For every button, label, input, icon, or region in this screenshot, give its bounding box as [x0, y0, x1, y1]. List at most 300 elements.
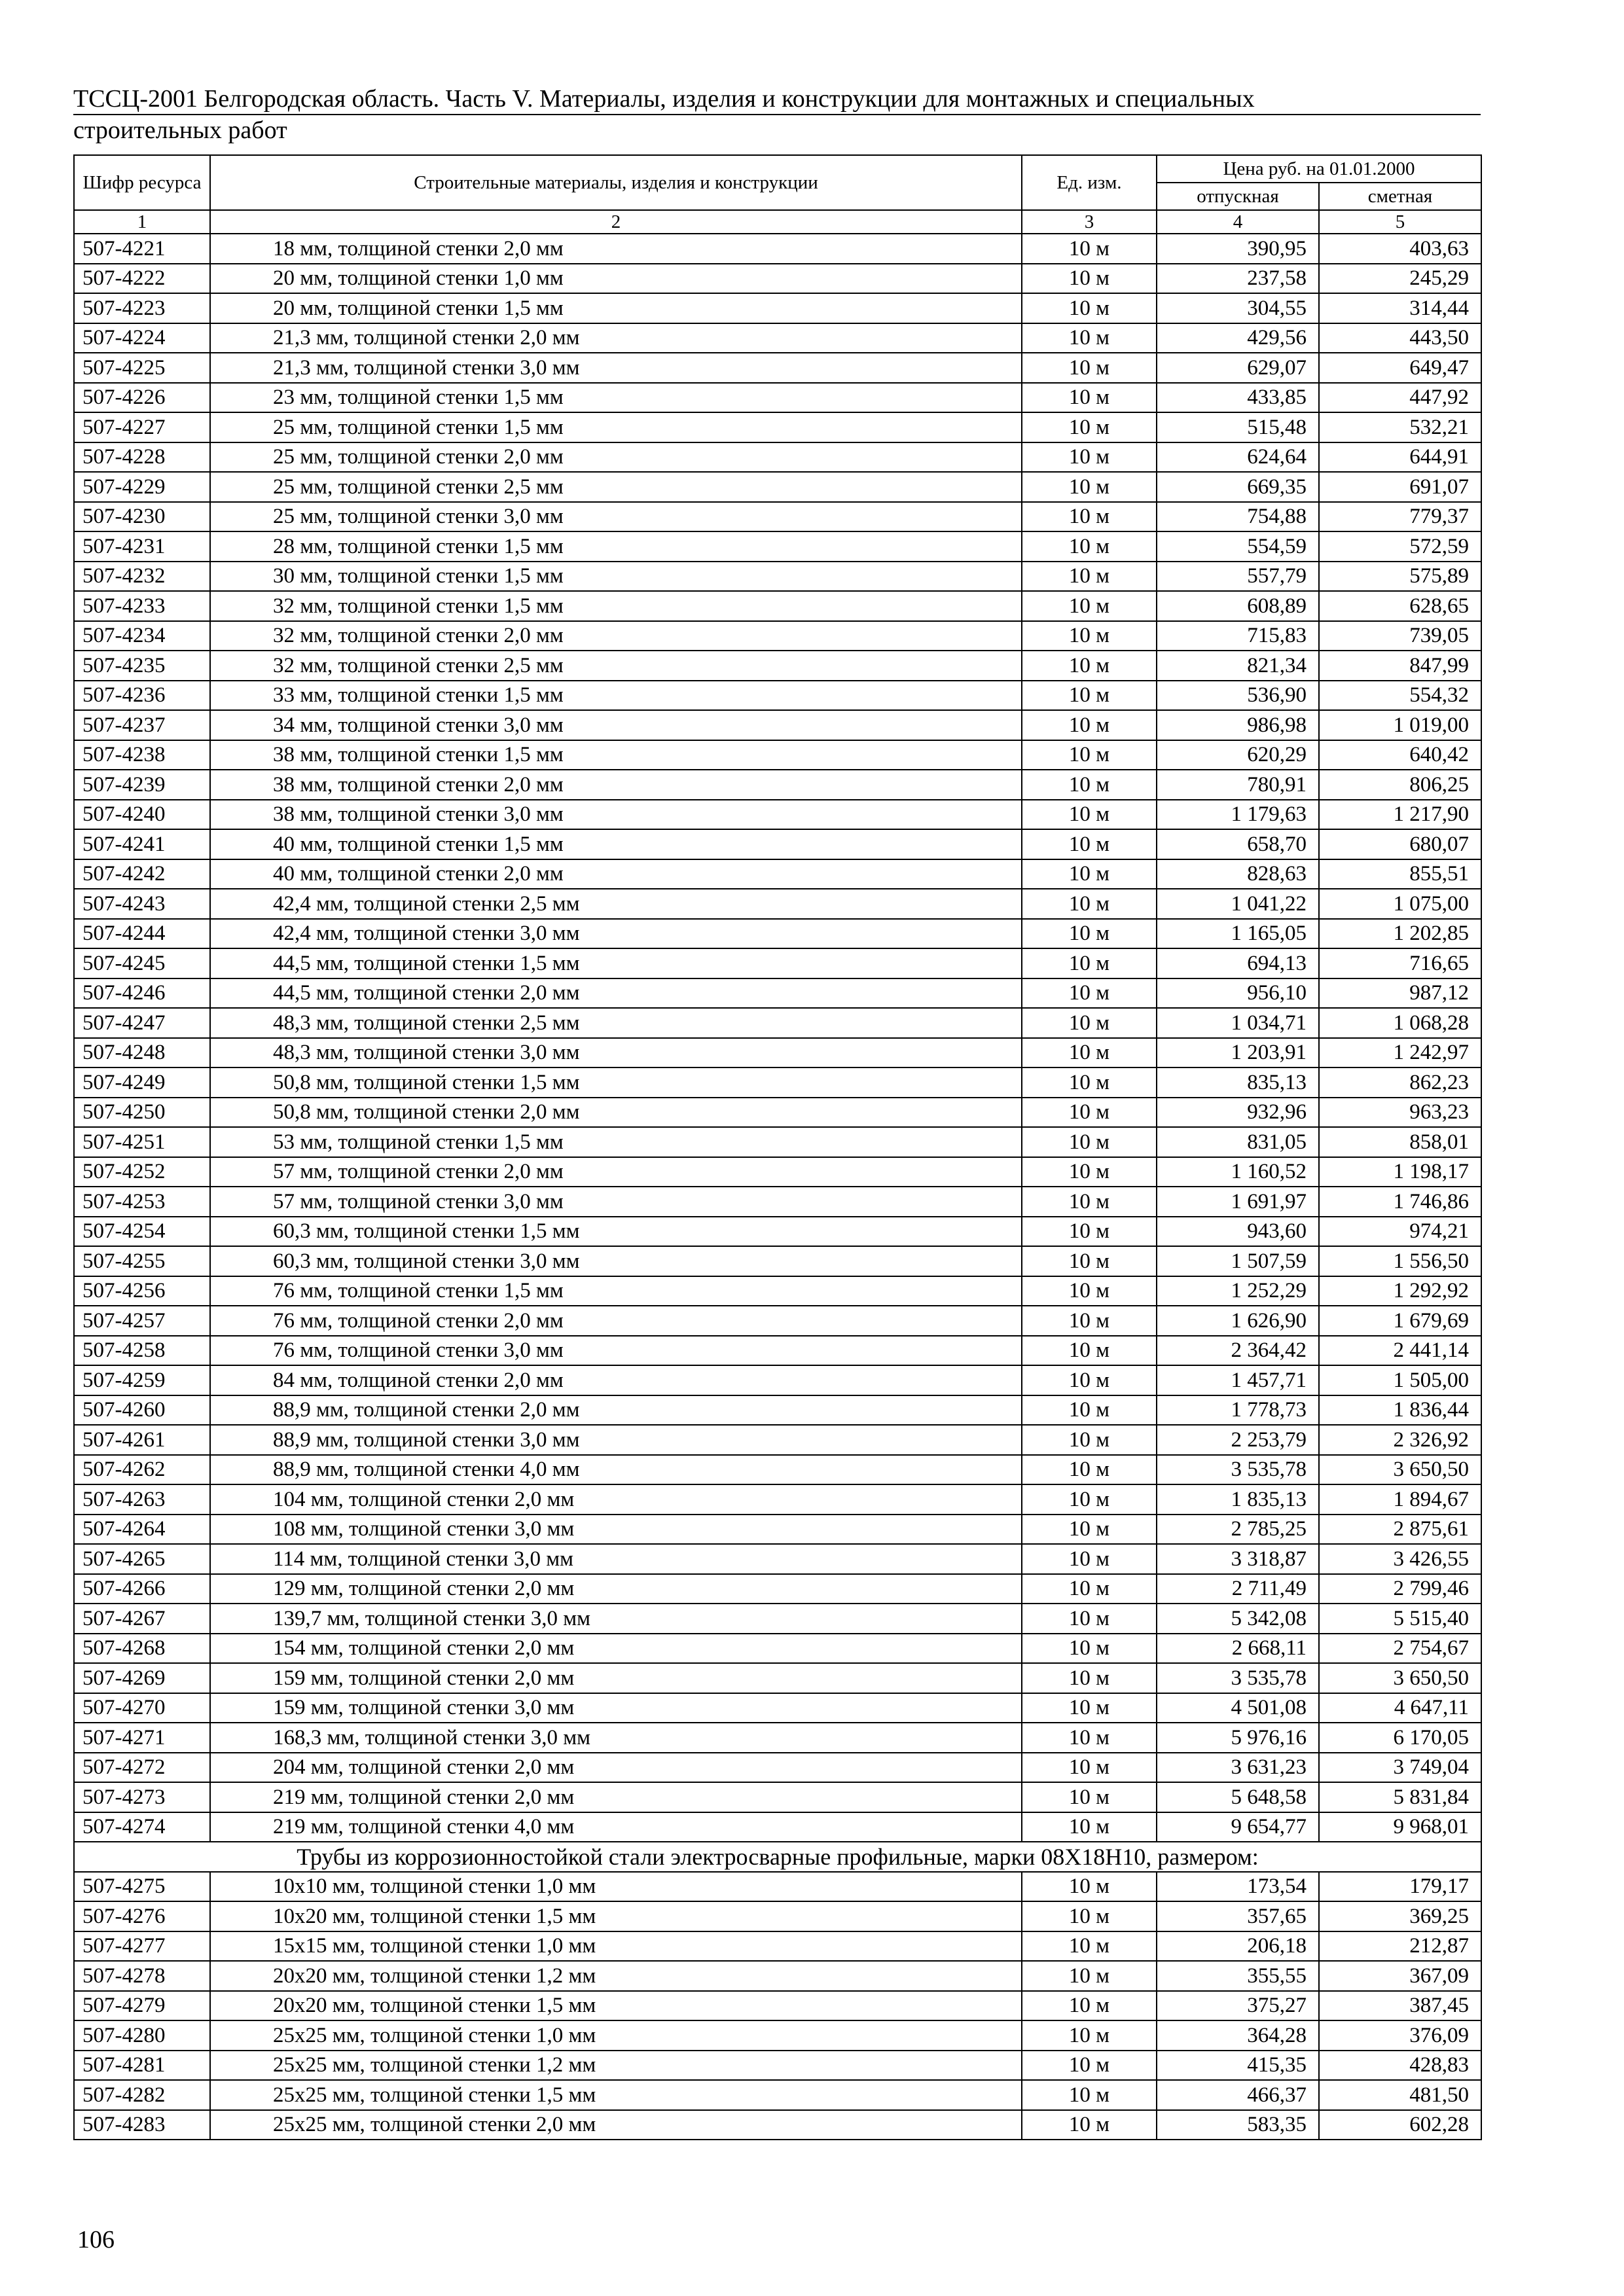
unit-of-measure: 10 м — [1022, 1931, 1157, 1962]
table-row — [74, 978, 1481, 1009]
unit-of-measure: 10 м — [1022, 651, 1157, 681]
resource-code: 507-4253 — [74, 1187, 210, 1217]
estimate-price: 1 679,69 — [1319, 1306, 1481, 1336]
table-body-part1 — [74, 234, 1481, 1842]
estimate-price: 779,37 — [1319, 502, 1481, 532]
resource-code: 507-4270 — [74, 1693, 210, 1723]
unit-of-measure: 10 м — [1022, 681, 1157, 711]
material-name: 20х20 мм, толщиной стенки 1,2 мм — [210, 1961, 1022, 1991]
estimate-price: 3 749,04 — [1319, 1753, 1481, 1783]
resource-code: 507-4263 — [74, 1484, 210, 1515]
resource-code: 507-4240 — [74, 800, 210, 830]
material-name: 88,9 мм, толщиной стенки 3,0 мм — [210, 1425, 1022, 1455]
table-row — [74, 531, 1481, 562]
release-price: 694,13 — [1157, 948, 1319, 978]
unit-of-measure: 10 м — [1022, 1901, 1157, 1931]
unit-of-measure: 10 м — [1022, 1782, 1157, 1812]
resource-code: 507-4248 — [74, 1038, 210, 1068]
unit-of-measure: 10 м — [1022, 323, 1157, 353]
material-name: 10х10 мм, толщиной стенки 1,0 мм — [210, 1872, 1022, 1902]
material-name: 139,7 мм, толщиной стенки 3,0 мм — [210, 1604, 1022, 1634]
estimate-price: 367,09 — [1319, 1961, 1481, 1991]
resource-code: 507-4226 — [74, 383, 210, 413]
estimate-price: 1 068,28 — [1319, 1008, 1481, 1038]
release-price: 3 318,87 — [1157, 1544, 1319, 1574]
release-price: 956,10 — [1157, 978, 1319, 1009]
unit-of-measure: 10 м — [1022, 1753, 1157, 1783]
unit-of-measure: 10 м — [1022, 353, 1157, 383]
resource-code: 507-4237 — [74, 710, 210, 740]
material-name: 32 мм, толщиной стенки 1,5 мм — [210, 591, 1022, 621]
material-name: 48,3 мм, толщиной стенки 2,5 мм — [210, 1008, 1022, 1038]
table-row — [74, 1217, 1481, 1247]
estimate-price: 1 292,92 — [1319, 1276, 1481, 1306]
material-name: 50,8 мм, толщиной стенки 2,0 мм — [210, 1098, 1022, 1128]
release-price: 429,56 — [1157, 323, 1319, 353]
release-price: 943,60 — [1157, 1217, 1319, 1247]
resource-code: 507-4223 — [74, 293, 210, 323]
release-price: 3 535,78 — [1157, 1663, 1319, 1693]
table-row — [74, 1246, 1481, 1276]
unit-of-measure: 10 м — [1022, 1336, 1157, 1366]
table-row — [74, 293, 1481, 323]
estimate-price: 387,45 — [1319, 1991, 1481, 2021]
table-row — [74, 1365, 1481, 1395]
unit-of-measure: 10 м — [1022, 412, 1157, 442]
table-row — [74, 1782, 1481, 1812]
material-name: 57 мм, толщиной стенки 2,0 мм — [210, 1157, 1022, 1187]
release-price: 1 203,91 — [1157, 1038, 1319, 1068]
unit-of-measure: 10 м — [1022, 1395, 1157, 1426]
estimate-price: 862,23 — [1319, 1067, 1481, 1098]
resource-code: 507-4254 — [74, 1217, 210, 1247]
release-price: 1 626,90 — [1157, 1306, 1319, 1336]
table-row — [74, 1515, 1481, 1545]
release-price: 415,35 — [1157, 2051, 1319, 2081]
header-estimate-price: сметная — [1319, 183, 1481, 210]
material-name: 23 мм, толщиной стенки 1,5 мм — [210, 383, 1022, 413]
estimate-price: 739,05 — [1319, 621, 1481, 651]
estimate-price: 640,42 — [1319, 740, 1481, 770]
table-row — [74, 1693, 1481, 1723]
resource-code: 507-4225 — [74, 353, 210, 383]
release-price: 375,27 — [1157, 1991, 1319, 2021]
table-row — [74, 234, 1481, 264]
release-price: 780,91 — [1157, 770, 1319, 800]
release-price: 1 252,29 — [1157, 1276, 1319, 1306]
unit-of-measure: 10 м — [1022, 1306, 1157, 1336]
estimate-price: 680,07 — [1319, 829, 1481, 859]
estimate-price: 1 894,67 — [1319, 1484, 1481, 1515]
unit-of-measure: 10 м — [1022, 2080, 1157, 2110]
estimate-price: 1 202,85 — [1319, 919, 1481, 949]
material-name: 159 мм, толщиной стенки 2,0 мм — [210, 1663, 1022, 1693]
resource-code: 507-4243 — [74, 889, 210, 919]
resource-code: 507-4265 — [74, 1544, 210, 1574]
unit-of-measure: 10 м — [1022, 1812, 1157, 1842]
resource-code: 507-4235 — [74, 651, 210, 681]
resource-code: 507-4245 — [74, 948, 210, 978]
table-row — [74, 1931, 1481, 1962]
estimate-price: 1 019,00 — [1319, 710, 1481, 740]
estimate-price: 443,50 — [1319, 323, 1481, 353]
release-price: 364,28 — [1157, 2020, 1319, 2051]
resource-code: 507-4238 — [74, 740, 210, 770]
material-name: 25х25 мм, толщиной стенки 1,5 мм — [210, 2080, 1022, 2110]
release-price: 9 654,77 — [1157, 1812, 1319, 1842]
estimate-price: 428,83 — [1319, 2051, 1481, 2081]
estimate-price: 806,25 — [1319, 770, 1481, 800]
material-name: 60,3 мм, толщиной стенки 1,5 мм — [210, 1217, 1022, 1247]
unit-of-measure: 10 м — [1022, 2051, 1157, 2081]
material-name: 18 мм, толщиной стенки 2,0 мм — [210, 234, 1022, 264]
estimate-price: 212,87 — [1319, 1931, 1481, 1962]
table-row — [74, 1098, 1481, 1128]
resource-code: 507-4222 — [74, 264, 210, 294]
estimate-price: 369,25 — [1319, 1901, 1481, 1931]
unit-of-measure: 10 м — [1022, 502, 1157, 532]
release-price: 557,79 — [1157, 562, 1319, 592]
material-name: 42,4 мм, толщиной стенки 3,0 мм — [210, 919, 1022, 949]
table-row — [74, 1872, 1481, 1902]
material-name: 44,5 мм, толщиной стенки 2,0 мм — [210, 978, 1022, 1009]
release-price: 1 160,52 — [1157, 1157, 1319, 1187]
resource-code: 507-4227 — [74, 412, 210, 442]
resource-code: 507-4256 — [74, 1276, 210, 1306]
estimate-price: 1 556,50 — [1319, 1246, 1481, 1276]
release-price: 1 778,73 — [1157, 1395, 1319, 1426]
unit-of-measure: 10 м — [1022, 1723, 1157, 1753]
release-price: 536,90 — [1157, 681, 1319, 711]
material-name: 21,3 мм, толщиной стенки 2,0 мм — [210, 323, 1022, 353]
resource-code: 507-4221 — [74, 234, 210, 264]
resource-code: 507-4259 — [74, 1365, 210, 1395]
unit-of-measure: 10 м — [1022, 1008, 1157, 1038]
unit-of-measure: 10 м — [1022, 1038, 1157, 1068]
material-name: 20х20 мм, толщиной стенки 1,5 мм — [210, 1991, 1022, 2021]
release-price: 515,48 — [1157, 412, 1319, 442]
resource-code: 507-4280 — [74, 2020, 210, 2051]
unit-of-measure: 10 м — [1022, 1872, 1157, 1902]
resource-code: 507-4255 — [74, 1246, 210, 1276]
material-name: 76 мм, толщиной стенки 2,0 мм — [210, 1306, 1022, 1336]
material-name: 33 мм, толщиной стенки 1,5 мм — [210, 681, 1022, 711]
table-row — [74, 1127, 1481, 1157]
release-price: 1 034,71 — [1157, 1008, 1319, 1038]
estimate-price: 5 515,40 — [1319, 1604, 1481, 1634]
material-name: 25 мм, толщиной стенки 2,0 мм — [210, 442, 1022, 473]
material-name: 108 мм, толщиной стенки 3,0 мм — [210, 1515, 1022, 1545]
unit-of-measure: 10 м — [1022, 710, 1157, 740]
table-row — [74, 1038, 1481, 1068]
unit-of-measure: 10 м — [1022, 264, 1157, 294]
table-row — [74, 472, 1481, 502]
estimate-price: 2 754,67 — [1319, 1634, 1481, 1664]
estimate-price: 1 746,86 — [1319, 1187, 1481, 1217]
unit-of-measure: 10 м — [1022, 293, 1157, 323]
release-price: 986,98 — [1157, 710, 1319, 740]
estimate-price: 716,65 — [1319, 948, 1481, 978]
material-name: 15х15 мм, толщиной стенки 1,0 мм — [210, 1931, 1022, 1962]
resource-code: 507-4268 — [74, 1634, 210, 1664]
material-name: 40 мм, толщиной стенки 2,0 мм — [210, 859, 1022, 889]
resource-code: 507-4252 — [74, 1157, 210, 1187]
resource-code: 507-4271 — [74, 1723, 210, 1753]
resource-code: 507-4257 — [74, 1306, 210, 1336]
material-name: 76 мм, толщиной стенки 1,5 мм — [210, 1276, 1022, 1306]
unit-of-measure: 10 м — [1022, 859, 1157, 889]
resource-code: 507-4247 — [74, 1008, 210, 1038]
resource-code: 507-4251 — [74, 1127, 210, 1157]
unit-of-measure: 10 м — [1022, 1991, 1157, 2021]
material-name: 25х25 мм, толщиной стенки 2,0 мм — [210, 2110, 1022, 2140]
table-row — [74, 1425, 1481, 1455]
release-price: 390,95 — [1157, 234, 1319, 264]
resource-code: 507-4275 — [74, 1872, 210, 1902]
estimate-price: 5 831,84 — [1319, 1782, 1481, 1812]
table-row — [74, 889, 1481, 919]
column-number: 2 — [210, 210, 1022, 234]
release-price: 357,65 — [1157, 1901, 1319, 1931]
table-row — [74, 829, 1481, 859]
resource-code: 507-4266 — [74, 1574, 210, 1604]
material-name: 76 мм, толщиной стенки 3,0 мм — [210, 1336, 1022, 1366]
estimate-price: 1 242,97 — [1319, 1038, 1481, 1068]
material-name: 25 мм, толщиной стенки 2,5 мм — [210, 472, 1022, 502]
header-name: Строительные материалы, изделия и конструкции — [210, 155, 1022, 210]
table-row — [74, 1544, 1481, 1574]
estimate-price: 3 650,50 — [1319, 1455, 1481, 1485]
release-price: 206,18 — [1157, 1931, 1319, 1962]
material-name: 154 мм, толщиной стенки 2,0 мм — [210, 1634, 1022, 1664]
table-row — [74, 621, 1481, 651]
unit-of-measure: 10 м — [1022, 531, 1157, 562]
estimate-price: 644,91 — [1319, 442, 1481, 473]
unit-of-measure: 10 м — [1022, 770, 1157, 800]
material-name: 129 мм, толщиной стенки 2,0 мм — [210, 1574, 1022, 1604]
unit-of-measure: 10 м — [1022, 1098, 1157, 1128]
unit-of-measure: 10 м — [1022, 1544, 1157, 1574]
release-price: 715,83 — [1157, 621, 1319, 651]
table-row — [74, 1008, 1481, 1038]
table-row — [74, 1276, 1481, 1306]
table-row — [74, 383, 1481, 413]
resource-code: 507-4228 — [74, 442, 210, 473]
unit-of-measure: 10 м — [1022, 829, 1157, 859]
resource-code: 507-4232 — [74, 562, 210, 592]
table-row — [74, 591, 1481, 621]
release-price: 629,07 — [1157, 353, 1319, 383]
estimate-price: 858,01 — [1319, 1127, 1481, 1157]
unit-of-measure: 10 м — [1022, 1634, 1157, 1664]
header-unit: Ед. изм. — [1022, 155, 1157, 210]
column-number: 3 — [1022, 210, 1157, 234]
resource-code: 507-4249 — [74, 1067, 210, 1098]
resource-code: 507-4267 — [74, 1604, 210, 1634]
table-row — [74, 919, 1481, 949]
material-name: 25х25 мм, толщиной стенки 1,0 мм — [210, 2020, 1022, 2051]
release-price: 624,64 — [1157, 442, 1319, 473]
resource-code: 507-4282 — [74, 2080, 210, 2110]
release-price: 5 976,16 — [1157, 1723, 1319, 1753]
resource-code: 507-4283 — [74, 2110, 210, 2140]
release-price: 932,96 — [1157, 1098, 1319, 1128]
unit-of-measure: 10 м — [1022, 2110, 1157, 2140]
table-row — [74, 651, 1481, 681]
release-price: 355,55 — [1157, 1961, 1319, 1991]
table-row — [74, 1455, 1481, 1485]
resource-code: 507-4272 — [74, 1753, 210, 1783]
estimate-price: 855,51 — [1319, 859, 1481, 889]
estimate-price: 376,09 — [1319, 2020, 1481, 2051]
estimate-price: 572,59 — [1319, 531, 1481, 562]
estimate-price: 847,99 — [1319, 651, 1481, 681]
estimate-price: 2 875,61 — [1319, 1515, 1481, 1545]
release-price: 835,13 — [1157, 1067, 1319, 1098]
release-price: 831,05 — [1157, 1127, 1319, 1157]
estimate-price: 4 647,11 — [1319, 1693, 1481, 1723]
unit-of-measure: 10 м — [1022, 1157, 1157, 1187]
unit-of-measure: 10 м — [1022, 1515, 1157, 1545]
estimate-price: 628,65 — [1319, 591, 1481, 621]
table-row — [74, 353, 1481, 383]
unit-of-measure: 10 м — [1022, 1187, 1157, 1217]
unit-of-measure: 10 м — [1022, 1217, 1157, 1247]
material-name: 88,9 мм, толщиной стенки 4,0 мм — [210, 1455, 1022, 1485]
release-price: 5 342,08 — [1157, 1604, 1319, 1634]
estimate-price: 6 170,05 — [1319, 1723, 1481, 1753]
release-price: 2 668,11 — [1157, 1634, 1319, 1664]
unit-of-measure: 10 м — [1022, 1276, 1157, 1306]
material-name: 40 мм, толщиной стенки 1,5 мм — [210, 829, 1022, 859]
estimate-price: 447,92 — [1319, 383, 1481, 413]
material-name: 28 мм, толщиной стенки 1,5 мм — [210, 531, 1022, 562]
resource-code: 507-4278 — [74, 1961, 210, 1991]
material-name: 84 мм, толщиной стенки 2,0 мм — [210, 1365, 1022, 1395]
release-price: 3 535,78 — [1157, 1455, 1319, 1485]
release-price: 433,85 — [1157, 383, 1319, 413]
table-row — [74, 1812, 1481, 1842]
resource-code: 507-4239 — [74, 770, 210, 800]
resource-code: 507-4260 — [74, 1395, 210, 1426]
table-row — [74, 2020, 1481, 2051]
unit-of-measure: 10 м — [1022, 1425, 1157, 1455]
material-name: 10х20 мм, толщиной стенки 1,5 мм — [210, 1901, 1022, 1931]
table-row — [74, 1395, 1481, 1426]
unit-of-measure: 10 м — [1022, 948, 1157, 978]
unit-of-measure: 10 м — [1022, 889, 1157, 919]
release-price: 1 457,71 — [1157, 1365, 1319, 1395]
resource-code: 507-4236 — [74, 681, 210, 711]
resource-code: 507-4242 — [74, 859, 210, 889]
material-name: 21,3 мм, толщиной стенки 3,0 мм — [210, 353, 1022, 383]
estimate-price: 314,44 — [1319, 293, 1481, 323]
material-name: 38 мм, толщиной стенки 1,5 мм — [210, 740, 1022, 770]
column-number: 4 — [1157, 210, 1319, 234]
table-row — [74, 1067, 1481, 1098]
unit-of-measure: 10 м — [1022, 1455, 1157, 1485]
material-name: 34 мм, толщиной стенки 3,0 мм — [210, 710, 1022, 740]
header-title-line1: ТССЦ-2001 Белгородская область. Часть V. Материалы, изделия и конструкции для монтажных и специальных — [73, 84, 1481, 115]
material-name: 44,5 мм, толщиной стенки 1,5 мм — [210, 948, 1022, 978]
column-number: 1 — [74, 210, 210, 234]
table-row — [74, 681, 1481, 711]
table-row — [74, 1306, 1481, 1336]
release-price: 1 165,05 — [1157, 919, 1319, 949]
unit-of-measure: 10 м — [1022, 1127, 1157, 1157]
table-row — [74, 859, 1481, 889]
table-row — [74, 1604, 1481, 1634]
column-number: 5 — [1319, 210, 1481, 234]
resource-code: 507-4277 — [74, 1931, 210, 1962]
release-price: 1 041,22 — [1157, 889, 1319, 919]
unit-of-measure: 10 м — [1022, 1693, 1157, 1723]
material-name: 32 мм, толщиной стенки 2,0 мм — [210, 621, 1022, 651]
unit-of-measure: 10 м — [1022, 1484, 1157, 1515]
release-price: 669,35 — [1157, 472, 1319, 502]
material-name: 204 мм, толщиной стенки 2,0 мм — [210, 1753, 1022, 1783]
material-name: 114 мм, толщиной стенки 3,0 мм — [210, 1544, 1022, 1574]
release-price: 173,54 — [1157, 1872, 1319, 1902]
table-row — [74, 562, 1481, 592]
unit-of-measure: 10 м — [1022, 234, 1157, 264]
material-name: 50,8 мм, толщиной стенки 1,5 мм — [210, 1067, 1022, 1098]
estimate-price: 481,50 — [1319, 2080, 1481, 2110]
estimate-price: 3 650,50 — [1319, 1663, 1481, 1693]
table-row — [74, 502, 1481, 532]
material-name: 159 мм, толщиной стенки 3,0 мм — [210, 1693, 1022, 1723]
material-name: 219 мм, толщиной стенки 2,0 мм — [210, 1782, 1022, 1812]
release-price: 1 691,97 — [1157, 1187, 1319, 1217]
release-price: 237,58 — [1157, 264, 1319, 294]
resource-code: 507-4273 — [74, 1782, 210, 1812]
estimate-price: 1 198,17 — [1319, 1157, 1481, 1187]
resource-code: 507-4241 — [74, 829, 210, 859]
table-row — [74, 1901, 1481, 1931]
material-name: 57 мм, толщиной стенки 3,0 мм — [210, 1187, 1022, 1217]
material-name: 42,4 мм, толщиной стенки 2,5 мм — [210, 889, 1022, 919]
material-name: 219 мм, толщиной стенки 4,0 мм — [210, 1812, 1022, 1842]
unit-of-measure: 10 м — [1022, 562, 1157, 592]
estimate-price: 649,47 — [1319, 353, 1481, 383]
table-row — [74, 740, 1481, 770]
table-row — [74, 1157, 1481, 1187]
table-body-part2 — [74, 1872, 1481, 2140]
estimate-price: 2 799,46 — [1319, 1574, 1481, 1604]
release-price: 620,29 — [1157, 740, 1319, 770]
table-row — [74, 1961, 1481, 1991]
estimate-price: 2 326,92 — [1319, 1425, 1481, 1455]
price-table — [73, 154, 1482, 2140]
table-row — [74, 264, 1481, 294]
unit-of-measure: 10 м — [1022, 1574, 1157, 1604]
release-price: 1 507,59 — [1157, 1246, 1319, 1276]
page-number: 106 — [77, 2226, 115, 2253]
release-price: 754,88 — [1157, 502, 1319, 532]
unit-of-measure: 10 м — [1022, 1067, 1157, 1098]
resource-code: 507-4229 — [74, 472, 210, 502]
unit-of-measure: 10 м — [1022, 472, 1157, 502]
unit-of-measure: 10 м — [1022, 383, 1157, 413]
unit-of-measure: 10 м — [1022, 591, 1157, 621]
unit-of-measure: 10 м — [1022, 2020, 1157, 2051]
resource-code: 507-4262 — [74, 1455, 210, 1485]
resource-code: 507-4233 — [74, 591, 210, 621]
section-title: Трубы из коррозионностойкой стали электросварные профильные, марки 08Х18Н10, размером: — [74, 1842, 1481, 1872]
release-price: 821,34 — [1157, 651, 1319, 681]
resource-code: 507-4230 — [74, 502, 210, 532]
estimate-price: 987,12 — [1319, 978, 1481, 1009]
